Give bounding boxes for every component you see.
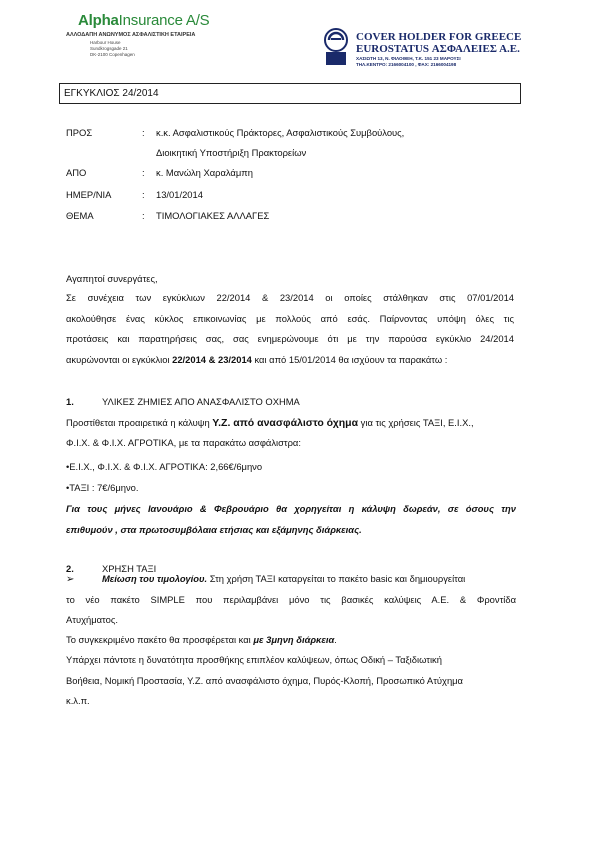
cover-holder-company: EUROSTATUS ΑΣΦΑΛΕΙΕΣ Α.Ε.	[356, 43, 520, 55]
section-2-para-line-5: Υπάρχει πάντοτε η δυνατότητα προσθήκης επιπλέον καλύψεων, όπως Οδική – Ταξιδιωτική	[66, 654, 442, 665]
intro-line-4-start: ακυρώνονται οι εγκύκλιοι	[66, 354, 173, 365]
section-1-note-line-2: επιθυμούν , στα πρωτοσυμβόλαια ετήσιας και εξάμηνης διάρκειας.	[66, 524, 362, 535]
date-value: 13/01/2014	[156, 189, 203, 200]
arrow-bullet-icon: ➢	[66, 574, 75, 585]
alpha-insurance-logo	[66, 12, 276, 72]
to-colon: :	[142, 127, 145, 138]
brand-name	[78, 12, 209, 29]
section-2-para-line-1	[102, 573, 516, 585]
section-2-title: ΧΡΗΣΗ ΤΑΞΙ	[102, 563, 157, 574]
date-colon: :	[142, 189, 145, 200]
section-2-para-rest: Στη χρήση ΤΑΞΙ καταργείται το πακέτο basic και δημιουργείται	[207, 573, 466, 584]
eurostatus-logo-icon	[324, 28, 348, 66]
brand-address-line-3: DK-2100 Copenhagen	[90, 52, 135, 57]
from-value: κ. Μανώλη Χαραλάμπη	[156, 167, 253, 178]
greeting: Αγαπητοί συνεργάτες,	[66, 273, 158, 284]
section-1-bullet-1: •Ε.Ι.Χ., Φ.Ι.Χ. & Φ.Ι.Χ. ΑΓΡΟΤΙΚΑ: 2,66€/6μηνο	[66, 461, 263, 472]
brand-name-bold: Alpha	[78, 12, 119, 29]
section-1-bullet-2: •ΤΑΞΙ : 7€/6μηνο.	[66, 482, 139, 493]
section-2-number: 2.	[66, 563, 74, 574]
cover-holder-phone: ΤΗΛ.ΚΕΝΤΡΟ: 2166004100 , ΦΑΧ: 2166004198	[356, 62, 457, 67]
intro-line-1: Σε συνέχεια των εγκύκλιων 22/2014 & 23/2014 οι οποίες στάλθηκαν στις 07/01/2014	[66, 292, 514, 303]
from-label: ΑΠΟ	[66, 167, 87, 178]
section-1-para-bold: Υ.Ζ. από ανασφάλιστο όχημα	[212, 417, 359, 429]
subject-colon: :	[142, 210, 145, 221]
date-label: ΗΜΕΡ/ΝΙΑ	[66, 189, 112, 200]
brand-subtitle: ΑΛΛΟΔΑΠΗ ΑΝΩΝΥΜΟΣ ΑΣΦΑΛΙΣΤΙΚΗ ΕΤΑΙΡΕΙΑ	[66, 32, 196, 38]
section-2-para-line-7: κ.λ.π.	[66, 695, 90, 706]
circular-number: ΕΓΚΥΚΛΙΟΣ 24/2014	[64, 88, 159, 99]
section-2-para-line-2: το νέο πακέτο SIMPLE που περιλαμβάνει μόνο τις βασικές καλύψεις Α.Ε. & Φροντίδα	[66, 594, 516, 605]
intro-line-4-end: και από 15/01/2014 θα ισχύουν τα παρακάτω :	[251, 354, 448, 365]
section-2-para-line-3: Ατυχήματος.	[66, 614, 118, 625]
section-1-para-line-1	[66, 417, 474, 429]
subject-value: ΤΙΜΟΛΟΓΙΑΚΕΣ ΑΛΛΑΓΕΣ	[156, 210, 270, 221]
section-2-para-lead: Μείωση του τιμολογίου.	[102, 573, 208, 584]
section-2-para-line-4	[66, 634, 337, 646]
section-1-para-end: για τις χρήσεις ΤΑΞΙ, Ε.Ι.Χ.,	[358, 417, 474, 428]
section-1-title: ΥΛΙΚΕΣ ΖΗΜΙΕΣ ΑΠΟ ΑΝΑΣΦΑΛΙΣΤΟ ΟΧΗΜΑ	[102, 396, 300, 407]
section-2-para-4-end: .	[334, 634, 337, 645]
intro-line-4-bold: 22/2014 & 23/2014	[172, 354, 252, 365]
section-1-para-line-2: Φ.Ι.Χ. & Φ.Ι.Χ. ΑΓΡΟΤΙΚΑ, με τα παρακάτω ασφάλιστρα:	[66, 437, 301, 448]
section-1-para-start: Προστίθεται προαιρετικά η κάλυψη	[66, 417, 213, 428]
circular-number-box	[59, 83, 521, 104]
brand-address-line-1: Harbour House	[90, 40, 121, 45]
subject-label: ΘΕΜΑ	[66, 210, 94, 221]
to-value-line-2: Διοικητική Υποστήριξη Πρακτορείων	[156, 147, 307, 158]
intro-line-4	[66, 354, 447, 366]
section-2-para-4-bold: με 3μηνη διάρκεια	[253, 634, 335, 645]
cover-holder-title: COVER HOLDER FOR GREECE	[356, 31, 522, 43]
section-1-number: 1.	[66, 396, 74, 407]
brand-address-line-2: Sundkrogsgade 21	[90, 46, 128, 51]
intro-line-3: προτάσεις και παρατηρήσεις σας, σας ενημερώνουμε ότι με την παρούσα εγκύκλιο 24/2014	[66, 333, 514, 344]
to-label: ΠΡΟΣ	[66, 127, 93, 138]
section-2-para-4-start: Το συγκεκριμένο πακέτο θα προσφέρεται και	[66, 634, 254, 645]
section-2-para-line-6: Βοήθεια, Νομική Προστασία, Υ.Ζ. από ανασφάλιστο όχημα, Πυρός-Κλοπή, Προσωπικό Ατύχημα	[66, 675, 463, 686]
brand-name-thin: Insurance A/S	[118, 12, 210, 29]
from-colon: :	[142, 167, 145, 178]
cover-holder-address: ΧΑΣΙΩΤΗ 13, Ν. ΦΙΛΟΘΕΗ, Τ.Κ. 151 23 ΜΑΡΟΥΣΙ	[356, 56, 461, 61]
section-1-note-line-1: Για τους μήνες Ιανουάριο & Φεβρουάριο θα χορηγείται η κάλυψη δωρεάν, σε όσους την	[66, 503, 516, 514]
intro-line-2: ακολούθησε ένας κύκλος επικοινωνίας με πολλούς από εσάς. Παίρνοντας υπόψη όλες τις	[66, 313, 514, 324]
to-value-line-1: κ.κ. Ασφαλιστικούς Πράκτορες, Ασφαλιστικούς Συμβούλους,	[156, 127, 405, 138]
